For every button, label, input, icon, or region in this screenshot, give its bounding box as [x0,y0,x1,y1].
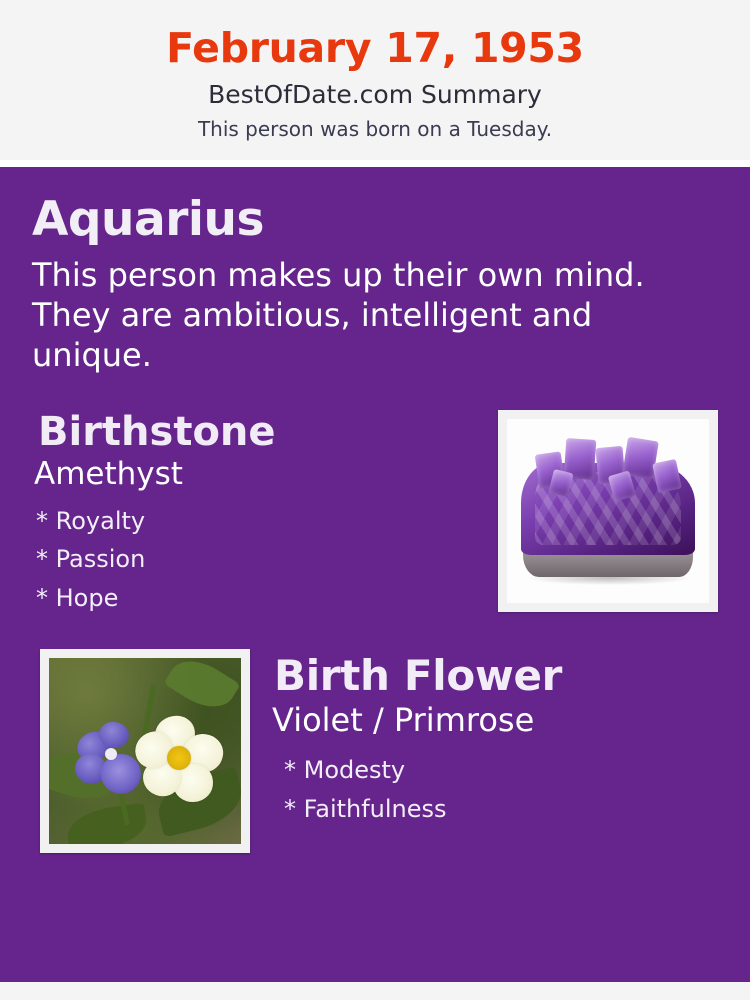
birthstone-title: Birthstone [38,408,276,455]
birth-flower-title: Birth Flower [274,650,563,700]
site-name: BestOfDate.com Summary [208,79,542,109]
content-panel [0,167,750,982]
crystal-facet [652,459,682,493]
zodiac-description: This person makes up their own mind. They are ambitious, intelligent and unique. [32,255,645,375]
card-header [0,0,750,160]
birthstone-section [32,410,718,625]
birthstone-trait: * Hope [36,584,119,613]
primrose-center [167,746,191,770]
violet-primrose-photo [49,658,241,844]
header-subtitle: This person was born on a Tuesday. [197,117,553,142]
birthstone-photo-frame [498,410,718,612]
birthstone-text [32,410,462,618]
primrose-flower [133,716,229,812]
birth-flower-name: Violet / Primrose [272,700,535,739]
birthstone-name: Amethyst [34,455,183,492]
birth-flower-photo-frame [40,649,250,853]
birth-flower-trait: * Faithfulness [284,795,447,824]
birthstone-trait: * Passion [36,545,146,574]
zodiac-section [32,192,718,375]
violet-center [105,748,117,760]
birth-flower-section [32,649,718,864]
birth-flower-trait: * Modesty [284,756,406,785]
zodiac-title: Aquarius [32,192,264,248]
birth-flower-text [270,649,710,829]
amethyst-crystal-photo [507,419,709,603]
page-title: February 17, 1953 [166,24,584,72]
birthstone-trait: * Royalty [36,506,146,535]
header-divider [0,160,750,167]
